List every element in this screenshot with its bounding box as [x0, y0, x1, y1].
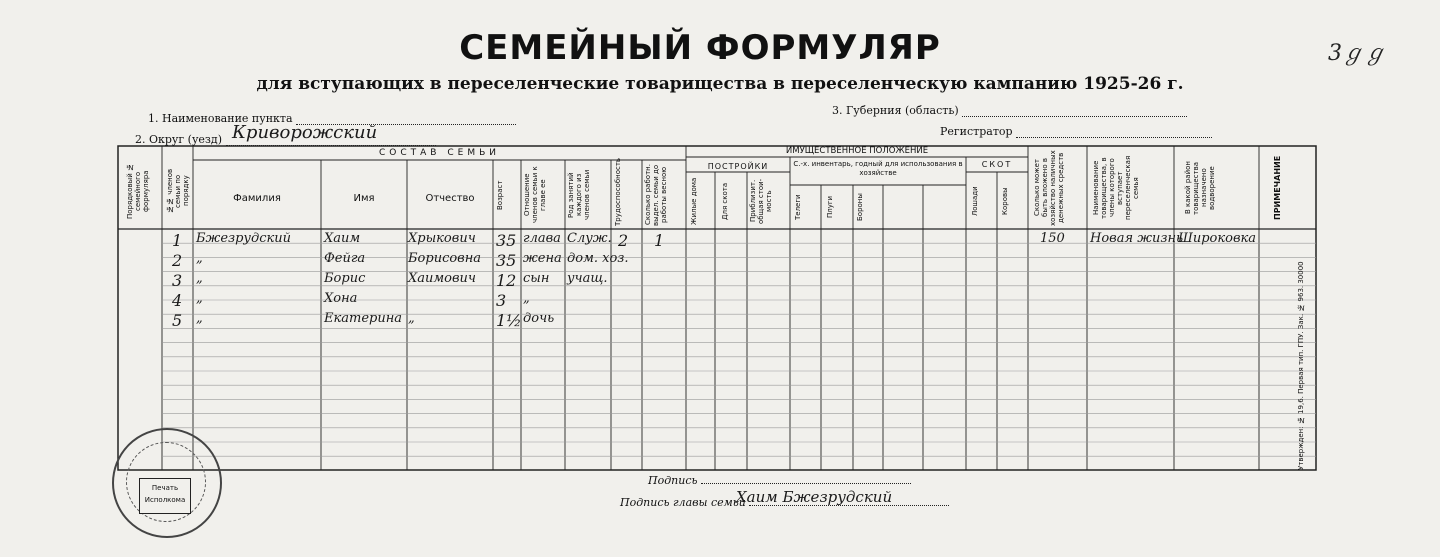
head-signature-value: Хаим Бжезрудский [736, 488, 893, 506]
cell-surname[interactable]: „ [196, 271, 203, 286]
registrar-label: Регистратор [940, 125, 1013, 138]
header-ploughs: Плуги [826, 195, 834, 219]
cell-name[interactable]: Хаим [324, 231, 361, 246]
signature-label: Подпись [648, 474, 698, 487]
cell-name[interactable]: Фейга [324, 251, 366, 266]
header-surname: Фамилия [233, 193, 281, 204]
header-value: Приблизит. общая стои-мость [749, 178, 773, 224]
okrug-label: 2. Округ (уезд) [135, 133, 222, 146]
cell-relation[interactable]: жена [523, 251, 562, 266]
cell-member-no[interactable]: 3 [172, 271, 183, 290]
cell-member-no[interactable]: 1 [172, 231, 183, 250]
cell-money[interactable]: 150 [1040, 231, 1065, 246]
header-partnership: Наименование товарищества, в члены которого вступает переселенческая семья [1092, 155, 1140, 221]
header-relation: Отношение членов семьи к главе ее [523, 166, 547, 224]
header-member-no: №№ членов семьи по порядку [166, 168, 190, 214]
cell-name[interactable]: Борис [324, 271, 366, 286]
stamp-label: Печать Исполкома [139, 478, 191, 514]
cell-member-no[interactable]: 4 [172, 291, 183, 310]
header-buildings-group: ПОСТРОЙКИ [707, 162, 769, 171]
header-name: Имя [353, 193, 375, 204]
cell-member-no[interactable]: 2 [172, 251, 183, 270]
header-livestock-group: СКОТ [981, 160, 1013, 169]
cell-relation[interactable]: „ [523, 291, 530, 306]
cell-patronymic[interactable]: „ [408, 311, 415, 326]
cell-patronymic[interactable]: Хрыкович [408, 231, 476, 246]
cell-relation[interactable]: дочь [523, 311, 555, 326]
cell-workers[interactable]: 1 [654, 231, 665, 250]
cell-name[interactable]: Хона [324, 291, 358, 306]
cell-occupation[interactable]: дом. хоз. [567, 251, 629, 266]
header-workability: Трудоспособность [614, 157, 622, 226]
cell-age[interactable]: 35 [496, 251, 517, 270]
header-patronymic: Отчество [425, 193, 475, 204]
cell-occupation[interactable]: Служ. [567, 231, 612, 246]
cell-surname[interactable]: Бжезрудский [196, 231, 292, 246]
header-harrows: Бороны [856, 193, 864, 221]
cell-workability[interactable]: 2 [618, 231, 629, 250]
cell-age[interactable]: 12 [496, 271, 517, 290]
header-region: В какой район товарищества назначено водворение [1184, 161, 1216, 215]
header-formular-no: Порядковый № семейного формуляра [126, 163, 150, 219]
header-workers: Сколько работн. выдел. семьи до работы весною [644, 164, 668, 226]
okrug-value: Криворожский [232, 122, 378, 143]
cell-age[interactable]: 3 [496, 291, 507, 310]
printer-imprint: Утвержден: № 19,6. Первая тип. ГПУ. Зак. № 963. 30000 [1297, 261, 1305, 470]
form-subtitle: для вступающих в переселенческие товарищества в переселенческую кампанию 1925-26 г. [256, 74, 1184, 94]
cell-relation[interactable]: глава [523, 231, 561, 246]
signature-field [648, 474, 911, 487]
cell-patronymic[interactable]: Борисовна [408, 251, 482, 266]
cell-name[interactable]: Екатерина [324, 311, 403, 326]
header-money: Сколько может быть вложено в хозяйство наличных денежных средств [1033, 150, 1065, 226]
cell-relation[interactable]: сын [523, 271, 550, 286]
form-title: СЕМЕЙНЫЙ ФОРМУЛЯР [459, 28, 941, 68]
header-barn: Для скота [721, 182, 729, 220]
cell-patronymic[interactable]: Хаимович [408, 271, 477, 286]
cell-occupation[interactable]: учащ. [567, 271, 608, 286]
cell-member-no[interactable]: 5 [172, 311, 183, 330]
header-cows: Коровы [1001, 187, 1009, 215]
header-property-group: ИМУЩЕСТВЕННОЕ ПОЛОЖЕНИЕ [785, 146, 929, 156]
header-horses: Лошади [971, 186, 979, 216]
head-signature-label: Подпись главы семьи [620, 496, 746, 509]
header-family-group: СОСТАВ СЕМЬИ [379, 148, 500, 158]
header-age: Возраст [496, 180, 504, 210]
cell-age[interactable]: 1½ [496, 311, 522, 330]
cell-surname[interactable]: „ [196, 311, 203, 326]
header-note: ПРИМЕЧАНИЕ [1273, 155, 1282, 221]
guberniya-label: 3. Губерния (область) [832, 104, 959, 117]
cell-region[interactable]: Широковка [1178, 231, 1257, 246]
point-label: 1. Наименование пункта [148, 112, 293, 125]
header-occupation: Род занятий каждого из членов семьи [567, 169, 591, 221]
cell-partnership[interactable]: Новая жизнь [1090, 231, 1184, 246]
header-inventory-group: С.-х. инвентарь, годный для использования в хозяйстве [793, 160, 963, 177]
header-house: Жилые дома [690, 177, 698, 225]
cell-surname[interactable]: „ [196, 291, 203, 306]
cell-age[interactable]: 35 [496, 231, 517, 250]
cell-surname[interactable]: „ [196, 251, 203, 266]
signature-line[interactable] [701, 483, 911, 484]
archive-number-mark: 3ℊℊ [1328, 41, 1386, 66]
header-carts: Телеги [794, 194, 802, 220]
